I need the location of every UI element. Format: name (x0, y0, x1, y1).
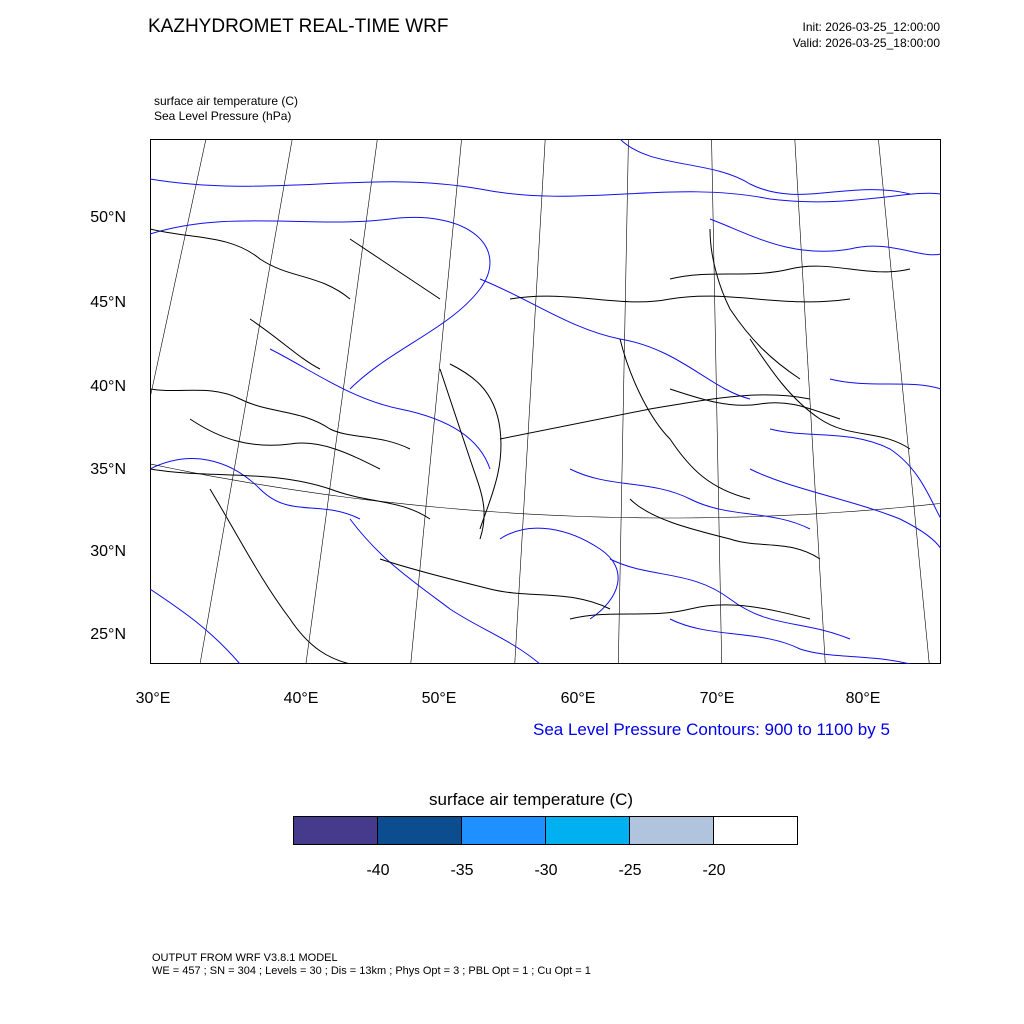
model-info: OUTPUT FROM WRF V3.8.1 MODEL (152, 952, 338, 964)
init-time: Init: 2026-03-25_12:00:00 (802, 20, 940, 34)
coastlines-borders (150, 229, 910, 664)
weather-map (150, 139, 941, 664)
lon-label-30: 30°E (135, 690, 171, 707)
colorbar-label: -40 (366, 862, 390, 879)
lon-label-60: 60°E (560, 690, 596, 707)
colorbar (293, 816, 799, 846)
lat-label-50: 50°N (90, 209, 126, 226)
field-label-temperature: surface air temperature (C) (154, 94, 299, 108)
lat-label-30: 30°N (90, 543, 126, 560)
lon-label-80: 80°E (845, 690, 881, 707)
colorbar-label: -30 (534, 862, 558, 879)
lat-label-40: 40°N (90, 378, 126, 395)
colorbar-swatch (462, 817, 546, 845)
lat-label-35: 35°N (90, 461, 126, 478)
contour-labels (150, 549, 885, 664)
valid-time: Valid: 2026-03-25_18:00:00 (792, 36, 940, 50)
lat-label-45: 45°N (90, 294, 126, 311)
colorbar-swatch (294, 817, 378, 845)
colorbar-label: -25 (618, 862, 642, 879)
lat-lon-grid (150, 139, 941, 664)
colorbar-label: -20 (702, 862, 726, 879)
colorbar-swatch (378, 817, 462, 845)
lon-label-40: 40°E (283, 690, 319, 707)
model-params: WE = 457 ; SN = 304 ; Levels = 30 ; Dis = 13km ; Phys Opt = 3 ; PBL Opt = 1 ; Cu Opt = 1 (152, 965, 591, 977)
map-title: KAZHYDROMET REAL-TIME WRF (148, 16, 449, 37)
lon-label-70: 70°E (699, 690, 735, 707)
colorbar-title: surface air temperature (C) (429, 790, 634, 809)
colorbar-swatch (714, 817, 798, 845)
colorbar-label: -35 (450, 862, 474, 879)
contour-info: Sea Level Pressure Contours: 900 to 1100 by 5 (533, 720, 890, 739)
lat-label-25: 25°N (90, 626, 126, 643)
colorbar-swatch (546, 817, 630, 845)
colorbar-swatch (630, 817, 714, 845)
isobar-contours (150, 139, 941, 664)
lon-label-50: 50°E (421, 690, 457, 707)
field-label-pressure: Sea Level Pressure (hPa) (154, 109, 292, 123)
